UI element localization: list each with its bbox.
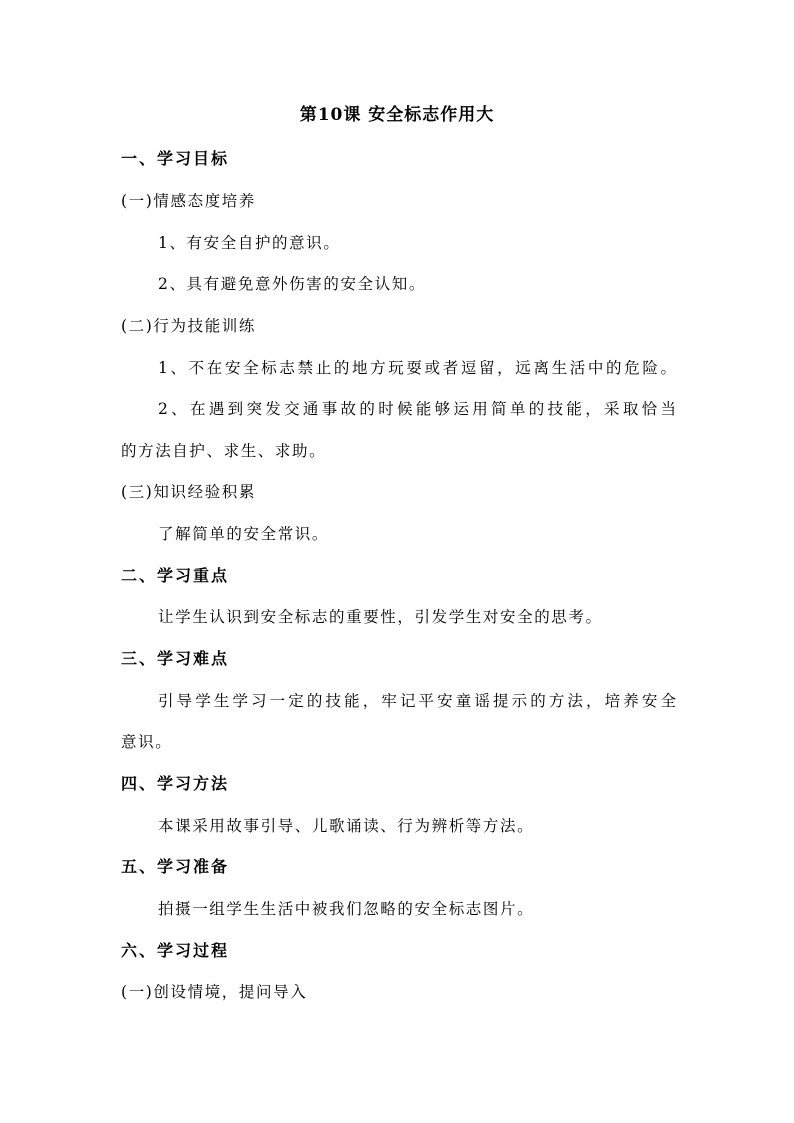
document-title: 第10课 安全标志作用大 bbox=[299, 105, 495, 125]
paragraph: 了解简单的安全常识。 bbox=[158, 525, 330, 543]
paragraph: 1、有安全自护的意识。 bbox=[158, 234, 341, 252]
section-heading-difficulties: 三、学习难点 bbox=[121, 649, 230, 668]
section-heading-process: 六、学习过程 bbox=[121, 941, 230, 960]
subsection-introduction: (一)创设情境，提问导入 bbox=[121, 983, 308, 1001]
section-heading-preparation: 五、学习准备 bbox=[121, 857, 230, 876]
paragraph: 拍摄一组学生生活中被我们忽略的安全标志图片。 bbox=[158, 900, 535, 918]
section-heading-key-points: 二、学习重点 bbox=[121, 566, 230, 585]
paragraph: 让学生认识到安全标志的重要性，引发学生对安全的思考。 bbox=[158, 608, 603, 626]
subsection-skills: (二)行为技能训练 bbox=[121, 317, 256, 335]
paragraph-continuation: 的方法自护、求生、求助。 bbox=[121, 442, 327, 460]
paragraph-continuation: 意识。 bbox=[121, 733, 173, 751]
section-heading-objectives: 一、学习目标 bbox=[121, 149, 230, 168]
paragraph: 2、在遇到突发交通事故的时候能够运用简单的技能，采取恰当 bbox=[158, 400, 676, 418]
paragraph: 本课采用故事引导、儿歌诵读、行为辨析等方法。 bbox=[158, 817, 535, 835]
subsection-knowledge: (三)知识经验积累 bbox=[121, 483, 256, 501]
section-heading-methods: 四、学习方法 bbox=[121, 774, 230, 793]
paragraph: 2、具有避免意外伤害的安全认知。 bbox=[158, 275, 426, 293]
subsection-emotion: (一)情感态度培养 bbox=[121, 192, 256, 210]
paragraph: 引导学生学习一定的技能，牢记平安童谣提示的方法，培养安全 bbox=[158, 692, 676, 710]
paragraph: 1、不在安全标志禁止的地方玩耍或者逗留，远离生活中的危险。 bbox=[158, 359, 676, 377]
